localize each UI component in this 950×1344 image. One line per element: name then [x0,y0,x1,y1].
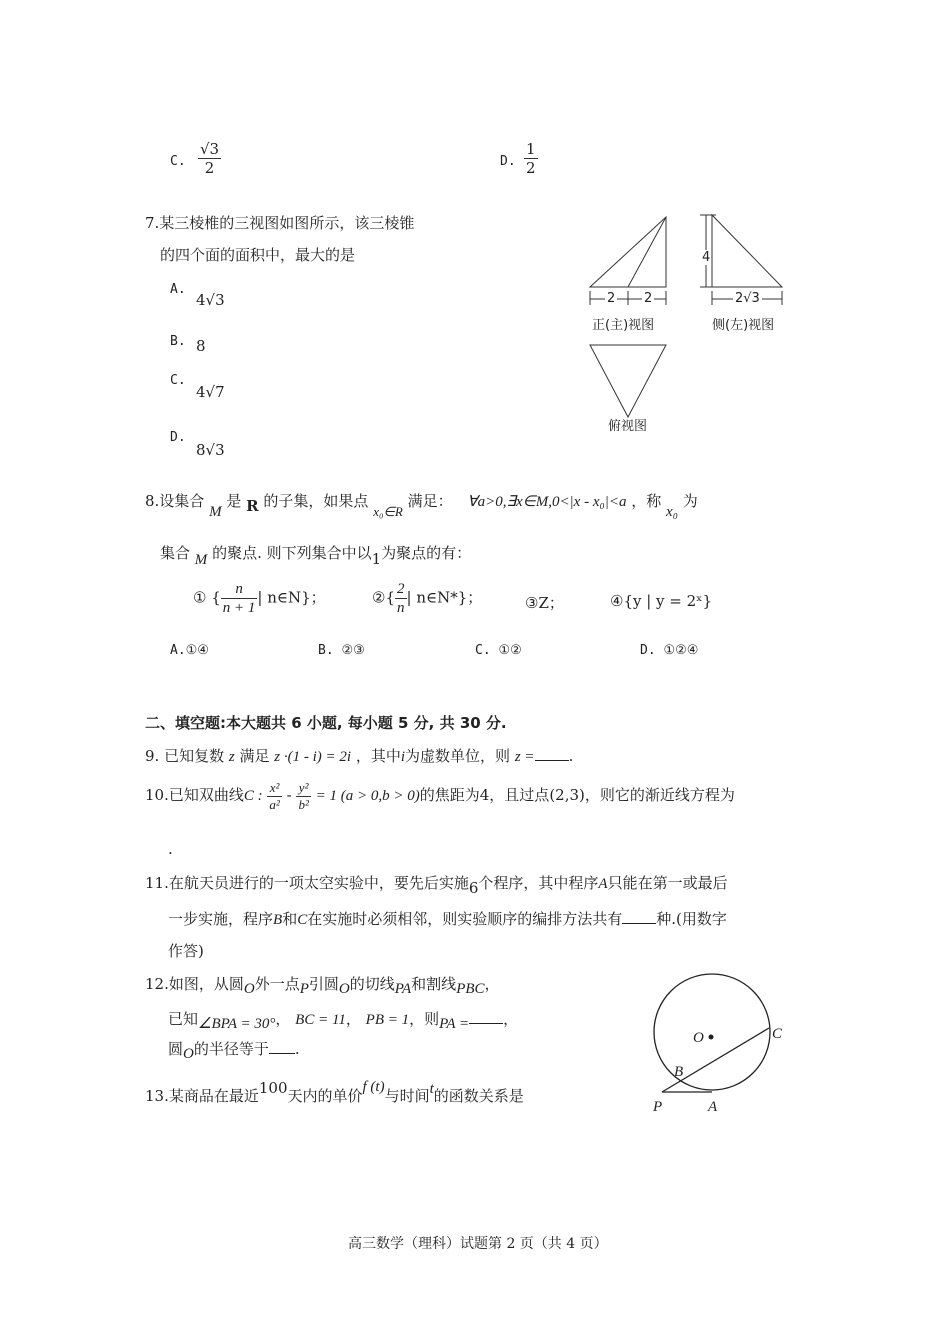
q8-set-M: M [209,504,222,520]
q8-s1-numerator: n [221,580,258,599]
q8-option-d: D. ①②④ [640,643,699,658]
page-footer: 高三数学（理科）试题第 2 页（共 4 页） [348,1236,608,1252]
q6-c-numerator: √3 [200,140,220,158]
q8-line1 [145,490,698,520]
q8-x0: x₀ [666,504,678,520]
q8-s2-suffix: | n∈N*}； [406,588,483,607]
q12-angle: ∠BPA = 30° [198,1016,276,1032]
q8-set-2 [372,580,482,617]
q12-PBC: PBC [456,981,485,997]
q6-d-numerator: 1 [526,140,536,158]
q8-text-b: 是 [226,492,242,510]
q8-condition: ∀a>0,∃x∈M,0<|x - x₀|<a [467,494,627,510]
side-dim-4: 4 [702,250,711,265]
q12-text-g: 已知 [168,1010,199,1028]
q12-PB: PB = 1 [365,1012,410,1028]
q10-a-squared: a² [269,796,280,812]
q12-text-c: 引圆 [308,975,339,993]
q13-text-b: 天内的单价 [287,1087,363,1105]
q12-text-l: . [294,1040,300,1058]
q10-b-squared: b² [298,796,309,812]
fig-label-O: O [693,1030,704,1046]
fig-label-C: C [772,1026,783,1042]
q9-period: . [568,747,574,765]
q12-line1 [145,973,500,997]
front-view-outer [590,217,666,287]
q10-minus: - [286,786,292,805]
q13-100: 100 [258,1079,288,1097]
q8-line2-M: M [194,552,208,568]
q8-option-a: A.①④ [170,643,209,658]
q12-text-e: 和割线 [411,975,457,993]
q8-line2-a: 集合 [160,544,191,562]
q8-s2-numerator: 2 [397,581,405,597]
q9-z: z [228,749,235,765]
fig-label-P: P [653,1099,663,1115]
q13-text-c: 与时间 [384,1087,430,1105]
q11-text-a: 11.在航天员进行的一项太空实验中，要先后实施 [145,874,469,892]
q8-text-f: 为 [682,492,698,510]
q11-A: A [598,876,608,892]
q8-text-d: 满足： [407,492,453,510]
q9-text-d: 为虚数单位，则 [405,747,511,765]
q9-text-a: 9. 已知复数 [145,747,225,765]
q6-option-c-label: C. [170,154,186,169]
q10-equation: = 1 (a > 0,b > 0) [315,788,420,805]
side-view-outer [712,215,782,287]
q6-option-c-value [198,140,221,177]
q11-six: 6 [468,879,479,897]
q12-text-h: ，则 [409,1010,440,1028]
section2-title: 二、填空题:本大题共 6 小题, 每小题 5 分, 共 30 分. [145,714,507,732]
q6-option-d-value [524,140,538,177]
q12-text-a: 12.如图，从圆 [145,975,244,993]
q11-line1 [145,872,728,897]
q7-line2: 的四个面的面积中，最大的是 [160,246,356,264]
q10-text-d: ，则它的渐近线方程为 [584,786,735,805]
q8-line2-one: 1 [371,550,382,568]
q8-text-c: 的子集，如果点 [263,492,369,510]
top-view-label: 俯视图 [608,419,648,434]
q8-option-b: B. ②③ [318,643,365,658]
q9-text-b: 满足 [239,747,270,765]
q8-set-4: ④{y | y = 2ˣ} [610,592,713,610]
q8-s2-denominator: n [397,600,405,616]
q6-option-d-label: D. [500,154,516,169]
q9-i: i [400,749,406,765]
q7-option-b-value: 8 [196,337,206,355]
q12-text-i: ， [503,1010,519,1028]
q7-line1: 7.某三棱椎的三视图如图所示，该三棱锥 [145,214,415,232]
q8-s2-prefix: ②{ [372,588,395,607]
q12-PA: PA [394,981,412,997]
q7-option-b-label: B. [170,334,186,349]
front-view-label: 正(主)视图 [592,318,655,333]
q8-text-a: 8.设集合 [145,492,205,510]
q12-O-3: O [183,1046,194,1062]
q12-O-2: O [338,981,350,997]
q7-option-c-label: C. [170,373,186,388]
q7-option-a-label: A. [170,282,186,297]
q8-s1-prefix: ① { [193,588,221,607]
q13-text-a: 13.某商品在最近 [145,1087,259,1105]
q10-text-b: 的焦距为 [419,786,480,805]
q12-answer-blank-2[interactable] [269,1039,295,1054]
q10-end-period: . [168,840,173,858]
q8-line2-c: 为聚点的有： [381,544,472,562]
q9-equation: z ·(1 - i) = 2i [274,749,352,765]
q12-PA-equals: PA = [439,1016,470,1032]
q11-text-g: 种.(用数字 [656,910,727,928]
q12-text-k: 的半径等于 [193,1040,269,1058]
q12-text-b: 外一点 [254,975,300,993]
q10-x-squared: x² [267,780,281,797]
q11-B: B [273,912,283,928]
front-dim-2b: 2 [644,291,653,306]
q11-answer-blank[interactable] [622,909,656,924]
q7-option-c-value: 4√7 [196,383,225,401]
q8-set-3: ③Z； [525,594,564,612]
q11-text-e: 和 [282,910,298,928]
q8-text-e: ，称 [631,492,662,510]
q8-option-c: C. ①② [475,643,522,658]
q7-option-d-label: D. [170,430,186,445]
q9-line [145,745,573,766]
q7-option-a-value: 4√3 [196,291,225,309]
q6-c-denominator: 2 [204,159,215,177]
q10-text-c: ，且过点 [489,786,550,805]
q8-set-R: R [246,497,259,515]
q8-line2-b: 的聚点. 则下列集合中以 [212,544,372,562]
q11-line2 [168,908,727,929]
top-view-outer [590,345,666,417]
q7-option-d-value: 8√3 [196,441,225,459]
q12-line2 [168,1008,519,1032]
q11-text-d: 一步实施，程序 [168,910,274,928]
q11-C: C [297,912,308,928]
q8-line2 [160,542,472,568]
center-dot [709,1035,714,1040]
q11-text-c: 只能在第一或最后 [607,874,728,892]
q10-line [145,780,735,812]
q12-text-d: 的切线 [349,975,395,993]
q12-line3 [168,1038,300,1062]
q13-text-d: 的函数关系是 [433,1087,524,1105]
q12-O: O [243,981,255,997]
side-dim-2root3: 2√3 [735,291,760,306]
q12-sep1: ， [275,1010,291,1028]
q13-ft: f (t) [362,1079,385,1095]
q9-z-equals: z = [514,749,535,765]
q12-sep2: ， [345,1010,361,1028]
front-view-inner-edge [628,217,666,287]
q12-answer-blank-1[interactable] [469,1009,503,1024]
q9-text-c: ，其中 [355,747,401,765]
q12-text-j: 圆 [168,1040,184,1058]
q12-P: P [299,981,309,997]
secant-PBC [662,1028,769,1092]
q6-d-denominator: 2 [526,159,536,177]
q9-answer-blank[interactable] [535,746,569,761]
circle-O [654,974,770,1090]
q13-t: t [429,1081,434,1097]
q10-y-squared: y² [296,780,310,797]
q11-text-b: 个程序，其中程序 [478,874,599,892]
q8-s1-denominator: n + 1 [222,600,256,616]
side-view-label: 侧(左)视图 [712,318,775,333]
q8-set-1 [193,580,326,617]
q12-text-f: ， [484,975,500,993]
q10-four: 4 [479,786,490,805]
fig-label-A: A [708,1099,718,1115]
q8-x0-in-R: x₀∈R [373,504,403,519]
q8-s1-suffix: | n∈N}； [257,588,326,607]
q10-C: C : [243,788,263,805]
q11-line3: 作答) [168,942,204,960]
q13-line [145,1079,524,1106]
front-dim-2a: 2 [607,291,616,306]
q10-text-a: 10.已知双曲线 [145,786,244,805]
fig-label-B: B [674,1064,684,1080]
q11-text-f: 在实施时必须相邻，则实验顺序的编排方法共有 [307,910,623,928]
q12-BC: BC = 11 [295,1012,346,1028]
q10-point: (2,3) [549,786,585,805]
